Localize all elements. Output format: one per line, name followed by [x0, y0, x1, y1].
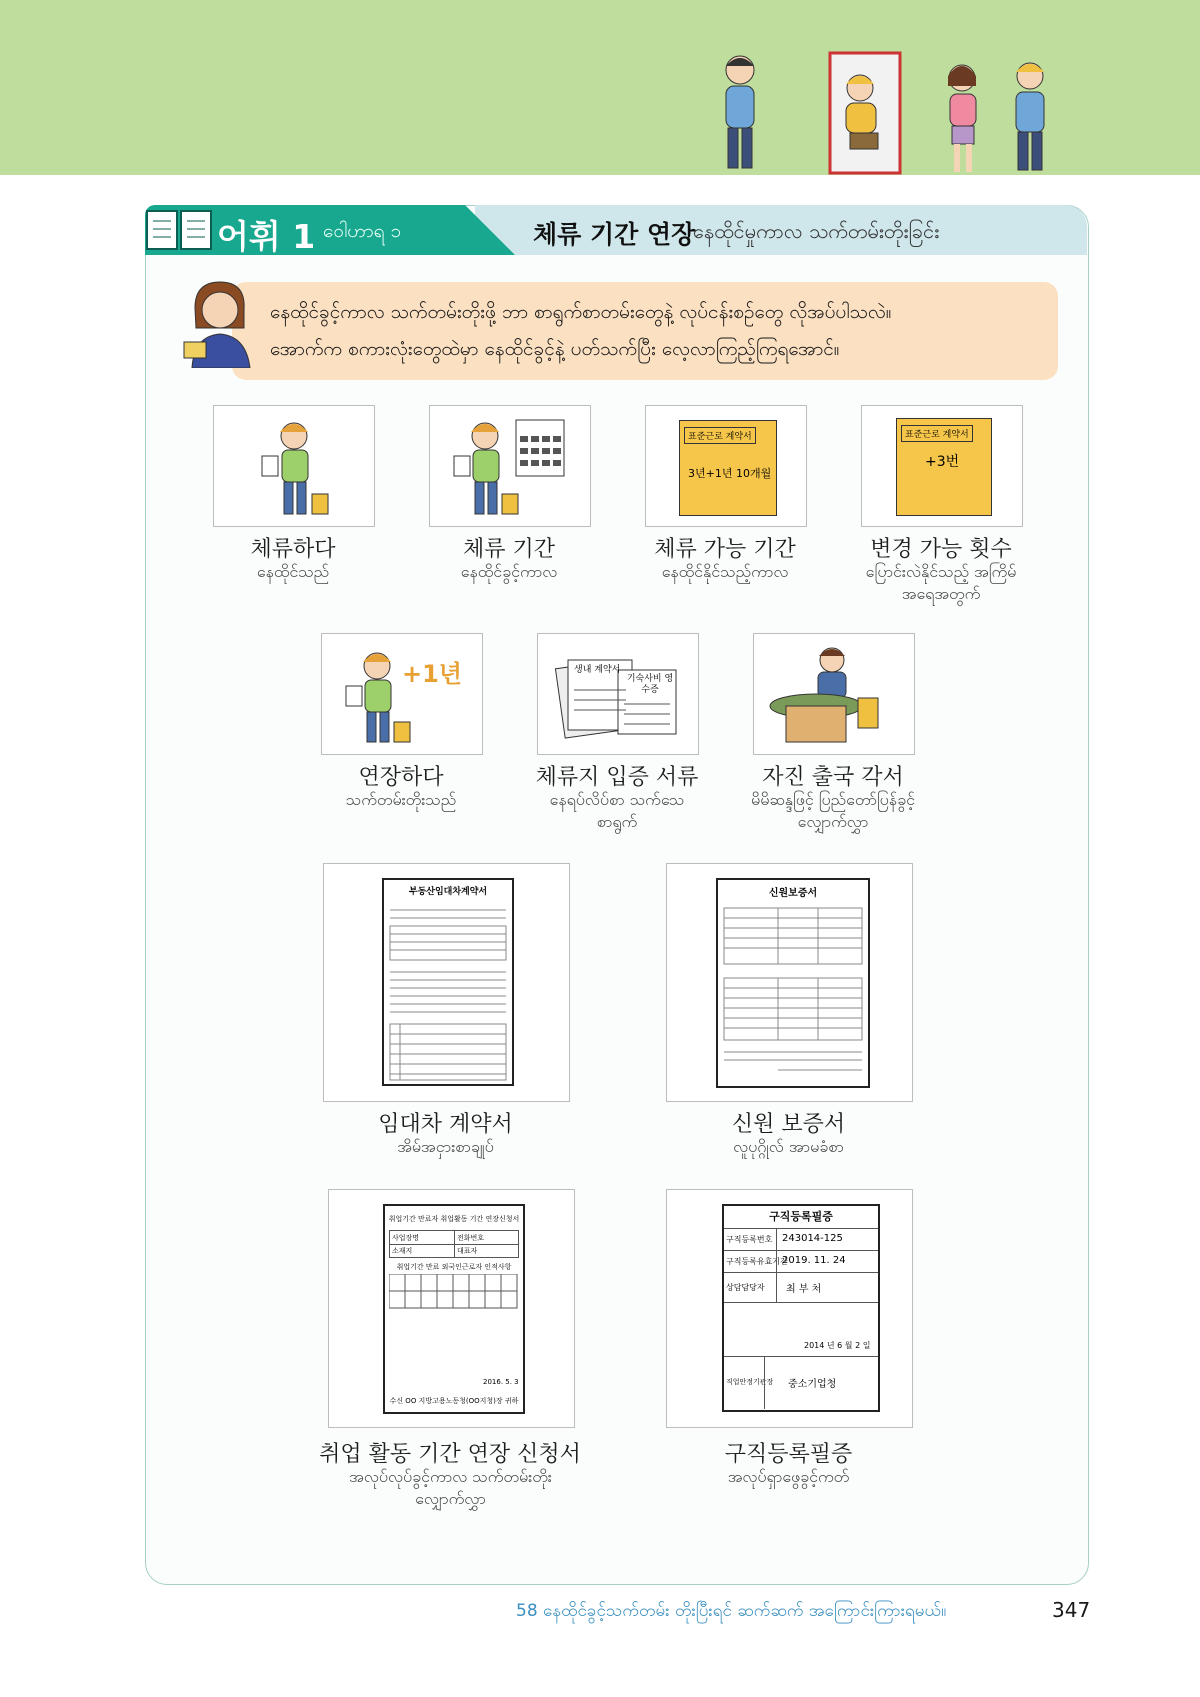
characters-illustration: [700, 48, 1080, 178]
extension-footer: 수신 OO 지방고용노동청(OO지청)장 귀하: [389, 1397, 519, 1405]
topic-burmese: နေထိုင်မှုကာလ သက်တမ်းတိုးခြင်း: [693, 219, 940, 243]
extension-row3: 취업기간 만료 외국인근로자 인적사항: [396, 1263, 512, 1271]
vocab-card-6: [537, 633, 699, 755]
vocab-my-9: လူပုဂ္ဂိုလ် အာမခံစာ: [733, 1137, 844, 1156]
vocab-ko-3: 체류 가능 기간: [654, 537, 796, 562]
vocab-card-7: [753, 633, 915, 755]
vocab-my-1: နေထိုင်သည်: [256, 562, 330, 581]
jobreg-row-4: [724, 1356, 878, 1409]
vocab-card-4: [861, 405, 1023, 527]
vocab-my-2: နေထိုင်ခွင့်ကာလ: [460, 562, 558, 581]
doc-b-label: 기숙사비 영수증: [626, 674, 674, 695]
vocab-card-3: [645, 405, 807, 527]
page-number: 347: [1052, 1598, 1091, 1622]
plus-one-year: +1년: [402, 660, 462, 688]
intro-line-1: နေထိုင်ခွင့်ကာလ သက်တမ်းတိုးဖို့ ဘာ စာရွက်စာတမ်းတွေနဲ့ လုပ်ငန်းစဉ်တွေ လိုအပ်ပါသလဲ။: [270, 301, 892, 323]
jobreg-title: 구직등록필증: [724, 1206, 878, 1229]
vocab-card-2: [429, 405, 591, 527]
section-title: 어휘 1: [217, 217, 316, 256]
section-header: [145, 205, 1087, 257]
jobreg-r2a: 구직등록유효기간: [726, 1257, 788, 1266]
jobreg-r4b: 중소기업청: [788, 1379, 837, 1390]
lease-title: 부동산임대차계약서: [408, 887, 488, 897]
vocab-my-8: အိမ်အငှားစာချုပ်: [397, 1137, 494, 1156]
extension-row2a: 소재지: [392, 1247, 413, 1255]
topic-korean: 체류 기간 연장: [533, 220, 696, 249]
extension-row1a: 사업장명: [392, 1234, 420, 1242]
vocab-my-6: နေရပ်လိပ်စာ သက်သေစာရွက်: [549, 790, 685, 831]
lease-document: [382, 878, 514, 1086]
vocab-ko-11: 구직등록필증: [724, 1442, 853, 1467]
jobreg-r1a: 구직등록번호: [726, 1235, 773, 1244]
contract-label: 표준근로 계약서: [684, 427, 756, 444]
vocab-my-5: သက်တမ်းတိုးသည်: [345, 790, 457, 809]
footer-text: 58 နေထိုင်ခွင့်သက်တမ်း တိုးပြီးရင် ဆက်ဆက် အကြောင်းကြားရမယ်။: [516, 1601, 947, 1621]
vocab-ko-2: 체류 기간: [462, 537, 555, 562]
lease-lines: [384, 896, 512, 1086]
extension-table: [389, 1274, 519, 1314]
vocab-my-4: ပြောင်းလဲနိုင်သည့် အကြိမ်အရေအတွက်: [865, 562, 1017, 603]
extension-date: 2016. 5. 3: [483, 1378, 519, 1386]
guarantee-title: 신원보증서: [768, 888, 818, 899]
extension-company-box: [389, 1230, 519, 1258]
contract-label-2: 표준근로 계약서: [901, 425, 973, 442]
guarantee-document: [716, 878, 870, 1088]
vocab-ko-7: 자진 출국 각서: [762, 765, 904, 790]
jobreg-r1b: 243014-125: [782, 1233, 843, 1244]
vocab-ko-9: 신원 보증서: [731, 1112, 846, 1137]
intro-line-2: အောက်က စကားလုံးတွေထဲမှာ နေထိုင်ခွင့်နဲ့ ပတ်သက်ပြီး လေ့လာကြည့်ကြရအောင်။: [270, 338, 840, 360]
jobreg-row-1: [724, 1228, 878, 1251]
extension-title: 취업기간 만료자 취업활동 기간 연장신청서: [388, 1215, 520, 1223]
jobreg-r2b: 2019. 11. 24: [782, 1255, 846, 1266]
extension-row1b: 전화번호: [457, 1234, 485, 1242]
jobreg-r3a: 상담담당자: [726, 1283, 765, 1292]
vocab-card-8: [323, 863, 570, 1102]
vocab-card-10: [328, 1189, 575, 1428]
vocab-my-3: နေထိုင်နိုင်သည့်ကာလ: [661, 562, 789, 581]
traveler-calendar-illustration: [430, 406, 590, 526]
jobreg-date: 2014 년 6 월 2 일: [804, 1341, 871, 1350]
section-subtitle: ဝေါဟာရ ၁: [323, 220, 402, 242]
jobreg-row-2: [724, 1250, 878, 1273]
vocab-my-11: အလုပ်ရှာဖွေခွင့်ကတ်: [727, 1467, 850, 1486]
vocab-ko-6: 체류지 입증 서류: [535, 765, 699, 790]
vocab-card-11: [666, 1189, 913, 1428]
jobreg-row-3: [724, 1272, 878, 1303]
contract-note: [679, 420, 777, 516]
documents-illustration: [538, 634, 698, 754]
jobreg-document: [722, 1204, 880, 1412]
extension-row2b: 대표자: [457, 1247, 478, 1255]
contract-period: 3년+1년 10개월: [688, 467, 772, 480]
jobreg-r3b: 최 부 처: [786, 1284, 822, 1295]
vocab-ko-5: 연장하다: [358, 765, 444, 790]
vocab-card-1: [213, 405, 375, 527]
traveler-illustration: [214, 406, 374, 526]
teacher-icon: [180, 278, 260, 368]
vocab-ko-1: 체류하다: [250, 537, 336, 562]
contract-note-2: [896, 418, 992, 516]
vocab-my-7: မိမိဆန္ဒဖြင့် ပြည်တော်ပြန်ခွင့် လျှောက်လွှာ: [751, 790, 915, 831]
intro-bubble: [232, 282, 1058, 380]
vocab-card-5: [321, 633, 483, 755]
guarantee-lines: [718, 896, 868, 1086]
change-count: +3번: [925, 454, 960, 470]
extend-illustration: [322, 634, 482, 754]
vocab-my-10: အလုပ်လုပ်ခွင့်ကာလ သက်တမ်းတိုးလျှောက်လွှာ: [349, 1467, 552, 1508]
book-icon: [145, 207, 213, 253]
departure-illustration: [754, 634, 914, 754]
vocab-card-9: [666, 863, 913, 1102]
vocab-ko-10: 취업 활동 기간 연장 신청서: [319, 1442, 581, 1467]
jobreg-r4a: 직업안정기관장: [726, 1378, 774, 1386]
extension-document: [383, 1204, 525, 1414]
vocab-ko-8: 임대차 계약서: [378, 1112, 513, 1137]
doc-a-label: 생내 계약서: [574, 665, 621, 675]
vocab-ko-4: 변경 가능 횟수: [870, 537, 1012, 562]
